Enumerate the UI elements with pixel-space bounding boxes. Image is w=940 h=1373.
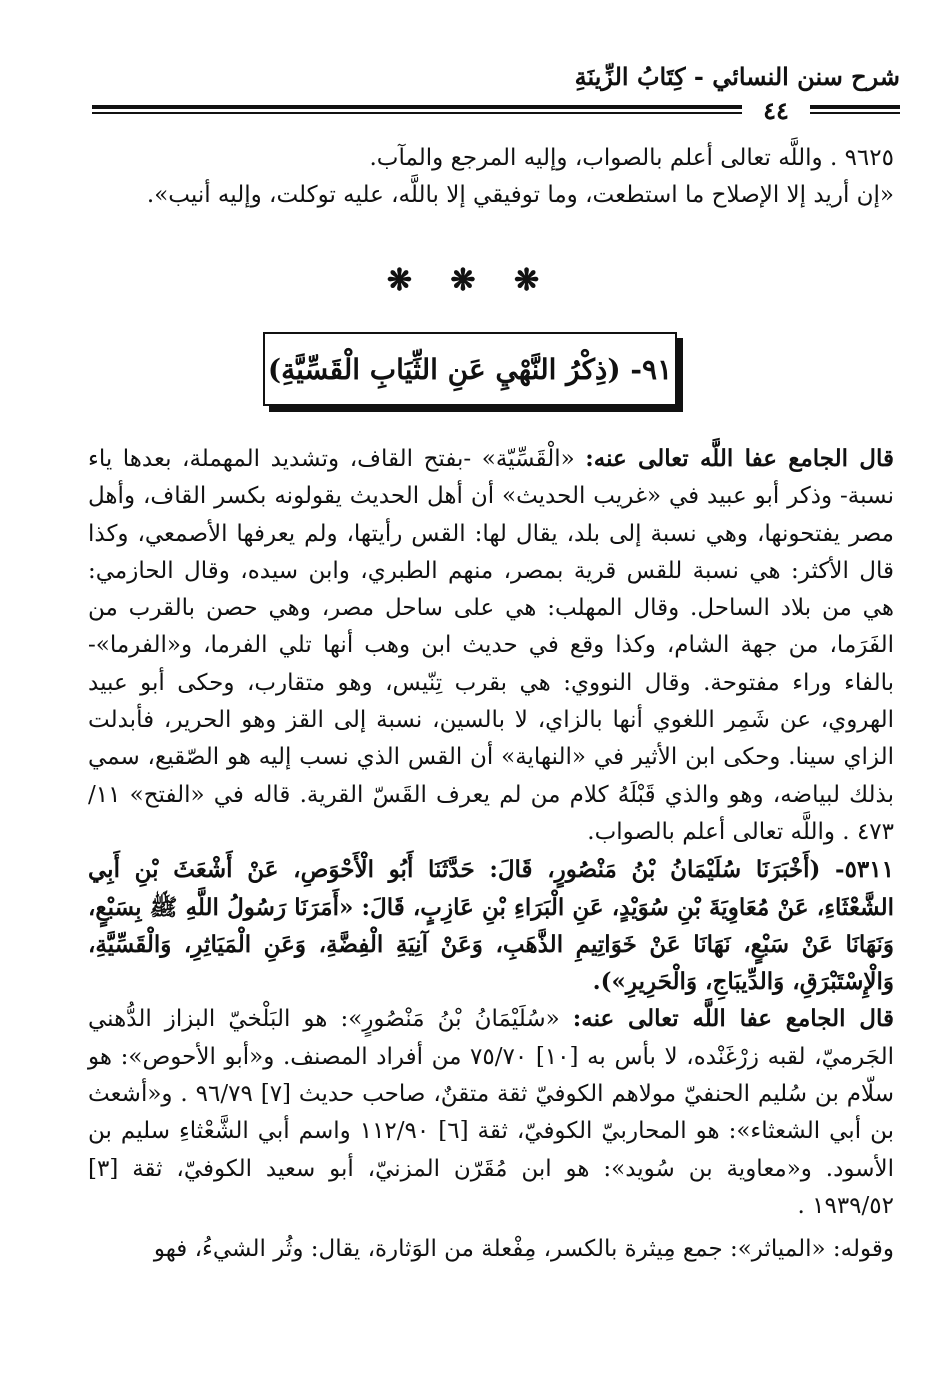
intro-paragraph-2: «إن أريد إلا الإصلاح ما استطعت، وما توفيقي إلا باللَّه، عليه توكلت، وإليه أنيب».	[146, 182, 894, 209]
page-number: ٤٤	[742, 96, 810, 125]
section-heading: ٩١- (ذِكْرُ النَّهْيِ عَنِ الثِّيَابِ الْقَسِّيَّةِ)	[267, 352, 673, 386]
main-text	[88, 440, 894, 1269]
commentary-paragraph-1	[88, 440, 894, 851]
commentary-lead-2: قال الجامع عفا اللَّه تعالى عنه:	[572, 1005, 894, 1033]
final-paragraph: وقوله: «المياثر»: جمع مِيثرة بالكسر، مِفْعلة من الوَثارة، يقال: وثُر الشيءُ، فهو	[153, 1236, 894, 1263]
commentary-text-2: «سُلَيْمَانُ بْنُ مَنْصُورٍ»: هو البَلْخيّ البزاز الدُّهني الجَرميّ، لقبه زرْغَنْده، لا بأس به [١٠] ٧٥/٧٠ من أفراد المصنف. و«أبو الأحوص»: هو سلّام بن سُليم الحنفيّ مولاهم الكوفيّ ثقة متقنٌ، صاحب حديث [٧] ٩٦/٧٩ . و«أشعث بن أبي الشعثاء»: هو المحاربيّ الكوفيّ، ثقة [٦] ١١٢/٩٠ واسم أبي الشَّعْثاءِ سليم بن الأسود. و«معاوية بن سُويد»: هو ابن مُقَرّن المزنيّ، أبو سعيد الكوفيّ، ثقة [٣] ١٩٣٩/٥٢ .	[88, 1006, 894, 1219]
intro-paragraph-1: ٩٦٢٥ . واللَّه تعالى أعلم بالصواب، وإليه المرجع والمآب.	[369, 145, 894, 171]
hadith-paragraph: ٥٣١١- (أَخْبَرَنَا سُلَيْمَانُ بْنُ مَنْصُورٍ، قَالَ: حَدَّثَنَا أَبُو الْأَحْوَصِ، عَنْ أَشْعَثَ بْنِ أَبِي الشَّعْثَاءِ، عَنْ مُعَاوِيَةَ بْنِ سُوَيْدٍ، عَنِ الْبَرَاءِ بْنِ عَازِبٍ، قَالَ: «أَمَرَنَا رَسُولُ اللَّهِ ﷺ بِسَبْعٍ، وَنَهَانَا عَنْ سَبْعٍ، نَهَانَا عَنْ خَوَاتِيمِ الذَّهَبِ، وَعَنْ آنِيَةِ الْفِضَّةِ، وَعَنِ الْمَيَاثِرِ، وَالْقَسِّيَّةِ، وَالْإِسْتَبْرَقِ، وَالدِّيبَاجِ، وَالْحَرِيرِ»).	[88, 856, 894, 996]
section-separator: ❋ ❋ ❋	[386, 263, 554, 298]
section-heading-box	[263, 332, 677, 406]
commentary-paragraph-2	[88, 1000, 894, 1225]
commentary-lead-1: قال الجامع عفا اللَّه تعالى عنه:	[585, 445, 894, 472]
intro-block	[88, 140, 894, 215]
commentary-text-1: «الْقَسِّيّة» -بفتح القاف، وتشديد المهملة، بعدها ياء نسبة- وذكر أبو عبيد في «غريب الحديث» أن أهل الحديث يقولونه بكسر القاف، وأهل مصر يفتحونها، وهي نسبة إلى بلد، يقال لها: القس رأيتها، ولم يعرفها الأصمعي، وكذا قال الأكثر: هي نسبة للقس قرية بمصر، منهم الطبري، وابن سيده، وقال الحازمي: هي من بلاد الساحل. وقال المهلب: هي على ساحل مصر، وهي حصن بالقرب من الفَرَما، من جهة الشام، وكذا وقع في حديث ابن وهب أنها تلي الفرما، و«الفرما»- بالفاء وراء مفتوحة. وقال النووي: هي بقرب تِنّيس، وهو متقارب، وحكى أبو عبيد الهروي، عن شَمِر اللغوي أنها بالزاي، لا بالسين، نسبة إلى القز وهو الحرير، فأبدلت الزاي سينا. وحكى ابن الأثير في «النهاية» أن القس الذي نسب إليه هو الصّقيع، سمي بذلك لبياضه، وهو والذي قَبْلَهُ كلام من لم يعرف القَسّ القرية. قاله في «الفتح» ١١/ ٤٧٣ . واللَّه تعالى أعلم بالصواب.	[88, 446, 894, 845]
running-header-title: شرح سنن النسائي - كِتَابُ الزِّينَةِ	[574, 62, 900, 91]
